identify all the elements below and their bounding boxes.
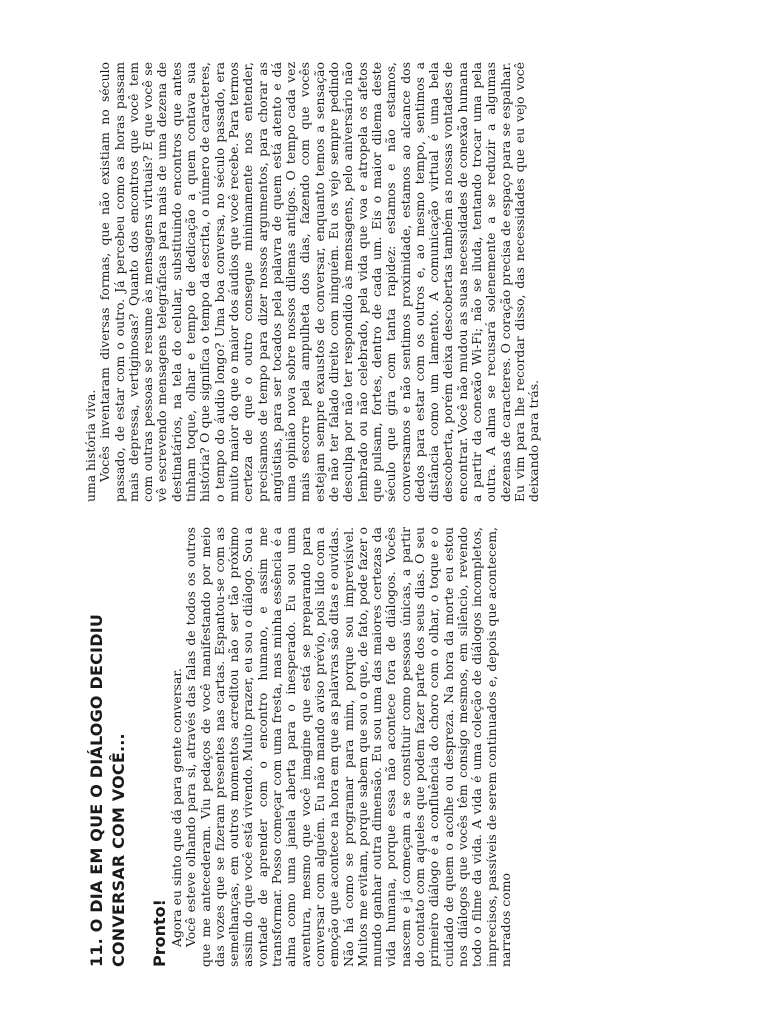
paragraph: Vocês inventaram diversas formas, que não existiam no século passado, de estar com o outro. Já percebeu como as horas passam mais depressa, vertiginosas? Quanto dos encontros que você tem com outras pessoas se resume às mensagens virtuais? E que você se vê escrevendo mensagens telegráficas para mais de uma dezena de destinatários, na tela do celular, substituindo encontros que antes tinham toque, olhar e tempo de dedicação a quem contava sua história? O que significa o tempo da escrita, o número de caracteres, o tempo do áudio longo? Uma boa conversa, no século passado, era muito maior do que o maior dos áudios que você recebe. Para termos certeza de que o outro consegue minimamente nos entender, precisamos de tempo para dizer nossos argumentos, para chorar as angústias, para ser tocados pela palavra de quem está atento e dá uma opinião nova sobre nossos dilemas antigos. O tempo cada vez mais escorre pela ampulheta dos dias, fazendo com que vocês estejam sempre exaustos de conversar, enquanto temos a sensação de não ter falado direito com ninguém. Eu os vejo sempre pedindo desculpa por não ter respondido às mensagens, pelo aniversário não lembrado ou não celebrado, pela vida que voa e atropela os afetos que pulsam, fortes, dentro de cada um. Eis o maior dilema deste século que gira com tanta rapidez: estamos e não estamos, conversamos e não sentimos proximidade, estamos ao alcance dos dedos para estar com os outros e, ao mesmo tempo, sentimos a distância como um lamento. A comunicação virtual é uma bela descoberta, porém deixa descobertas também as nossas vontades de encontrar. Você não mudou as suas necessidades de conexão humana a partir da conexão Wi-Fi; não se iluda, tentando trocar uma pela outra. A alma se recusará solenemente a se reduzir a algumas dezenas de caracteres. O coração precisa de espaço para se espalhar. Eu vim para lhe recordar disso, das necessidades que eu vejo você deixando para trás. bbox=[97, 62, 542, 502]
book-spread bbox=[74, 32, 694, 992]
chapter-title-line-1: 11. O DIA EM QUE O DIÁLOGO DECIDIU bbox=[87, 613, 106, 967]
chapter-title bbox=[86, 527, 130, 967]
paragraph: Agora eu sinto que dá para gente conversar. bbox=[169, 668, 184, 947]
right-column bbox=[84, 62, 542, 502]
paragraph: Você esteve olhando para si, através das falas de todos os outros que me antecederam. Viu pedaços de você manifestando por meio das vozes que se fizeram presentes nas cartas. Espantou-se com as semelhanças, em outros momentos acreditou não ser tão próximo assim do que você está vivendo. Muito prazer, eu sou o diálogo. Sou a vontade de aprender com o encontro humano, e assim me transformar. Posso começar com uma fresta, mas minha essência é a alma como uma janela aberta para o inesperado. Eu sou uma aventura, mesmo que você imagine que está se preparando para conversar com alguém. Eu não mando aviso prévio, pois lido com a emoção que acontece na hora em que as palavras são ditas e ouvidas. Não há como se programar para mim, porque sou imprevisível. Muitos me evitam, porque sabem que sou o que, de fato, pode fazer o mundo ganhar outra dimensão. Eu sou uma das maiores certezas da vida humana, porque essa não acontece fora de diálogos. Vocês nascem e já começam a se constituir como pessoas únicas, a partir do contato com aqueles que podem fazer parte dos seus dias. O seu primeiro diálogo é a confluência do choro com o olhar, o toque e o cuidado de quem o acolhe ou despreza. Na hora da morte eu estou nos diálogos que vocês têm consigo mesmos, em silêncio, revendo todo o filme da vida. A vida é uma coleção de diálogos incompletos, imprecisos, passíveis de serem continuados e, depois que acontecem, narrados como bbox=[183, 527, 513, 967]
paragraph: uma história viva. bbox=[83, 389, 98, 502]
left-column bbox=[86, 527, 513, 967]
chapter-subtitle: Pronto! bbox=[150, 899, 169, 967]
chapter-title-line-2: CONVERSAR COM VOCÊ... bbox=[109, 733, 128, 967]
